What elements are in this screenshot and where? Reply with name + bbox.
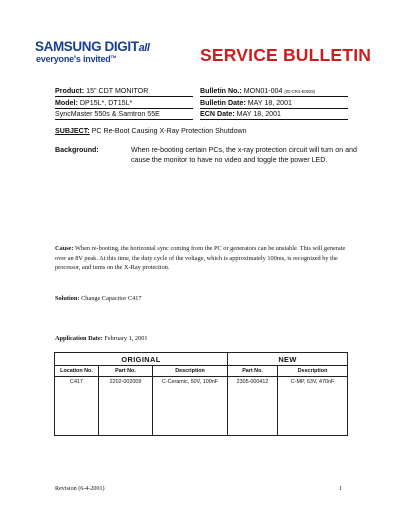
bulletin-no-label: Bulletin No.: (200, 87, 242, 95)
subject (55, 127, 247, 135)
logo-tagline: everyone's invited (36, 54, 111, 64)
parts-table (54, 352, 348, 436)
subject-label: SUBJECT: (55, 127, 90, 135)
ecn-date-field (200, 111, 281, 118)
page-title: SERVICE BULLETIN (200, 45, 372, 65)
product-value: 15" CDT MONITOR (86, 87, 149, 95)
divider (55, 119, 193, 120)
bulletin-no-suffix: (00-CR4-E0029) (284, 89, 316, 94)
table-row (55, 377, 348, 436)
cause-label: Cause: (55, 245, 74, 252)
solution-text: Change Capacitor C417 (81, 295, 142, 302)
column-header: Location No. (55, 366, 99, 377)
bulletin-no-field (200, 88, 315, 95)
divider (55, 96, 193, 97)
subject-value: PC Re-Boot Causing X-Ray Protection Shutdown (91, 127, 247, 135)
divider (200, 96, 348, 97)
bulletin-no-value: MON01-004 (243, 87, 283, 95)
product-label: Product: (55, 87, 85, 95)
model-line2: SyncMaster 550s & Samtron 55E (55, 110, 160, 118)
application-date-line (55, 334, 148, 344)
original-header: ORIGINAL (55, 353, 228, 366)
logo-tagline-mark: TM (110, 54, 116, 59)
divider (55, 108, 193, 109)
table-cell: 2202-002009 (99, 377, 153, 436)
column-header: Part No. (228, 366, 278, 377)
new-header: NEW (228, 353, 348, 366)
divider (200, 108, 348, 109)
logo-brand: SAMSUNG DIGIT (35, 39, 139, 54)
table-group-header-row (55, 353, 348, 366)
logo-brand-suffix: all (138, 42, 150, 54)
cause-text: When re-booting, the horizontal sync coming from the PC or generators can be unstable. This will generate over an 8V peak. At this time, the duty cycle of the voltage, which is approximately 100ms, is recognized by the processor, and turns on the X-Ray protection. (55, 245, 346, 271)
bulletin-date-label: Bulletin Date: (200, 99, 246, 107)
application-date-label: Application Date: (55, 335, 103, 342)
cause-paragraph (55, 244, 350, 273)
table-cell: 2305-000412 (228, 377, 278, 436)
divider (200, 119, 348, 120)
application-date-text: February 1, 2001 (104, 335, 148, 342)
model-label: Model: (55, 99, 78, 107)
table-column-header-row (55, 366, 348, 377)
solution-line (55, 294, 142, 304)
table-cell: C417 (55, 377, 99, 436)
revision-footer: Revision (6-4-2001) (55, 486, 105, 492)
product-field (55, 88, 148, 95)
bulletin-date-field (200, 100, 292, 107)
bulletin-date-value: MAY 18, 2001 (247, 99, 293, 107)
ecn-date-label: ECN Date: (200, 110, 235, 118)
background-text: When re-booting certain PCs, the x-ray protection circuit will turn on and cause the monitor to have no video and toggle the power LED. (131, 146, 357, 164)
ecn-date-value: MAY 18, 2001 (236, 110, 281, 118)
samsung-digitall-logo (35, 39, 150, 77)
model-value: DP15L*, DT15L* (79, 99, 133, 107)
table-cell: C-Ceramic, 50V, 100nF (153, 377, 228, 436)
column-header: Description (278, 366, 348, 377)
page-number: 1 (339, 486, 343, 492)
solution-label: Solution: (55, 295, 80, 302)
model-field (55, 100, 132, 107)
column-header: Part No. (99, 366, 153, 377)
table-cell: C-MP, 63V, 470nF (278, 377, 348, 436)
background-label: Background: (55, 146, 99, 154)
column-header: Description (153, 366, 228, 377)
